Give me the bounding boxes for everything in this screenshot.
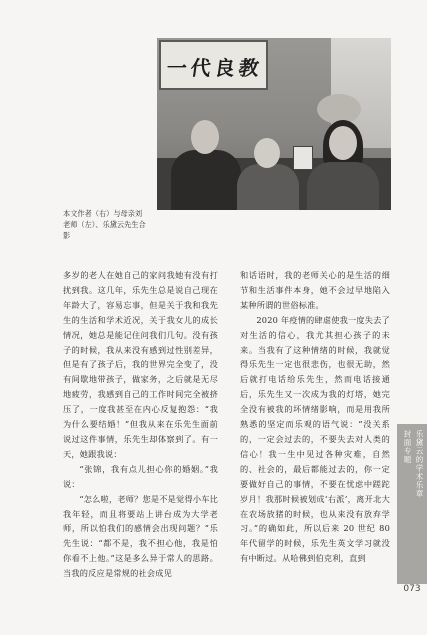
photo-person-right-head [329,126,357,160]
calligraphy-text: 一代良教 [165,56,265,80]
left-paragraph: “怎么啦，老师？您是不是觉得小车比我年轻，而且将要站上讲台成为大学老师，所以怕我们的感情会出现问题？”乐先生说：“都不是，我不担心他，我是怕你看不上他。”这是多么异于常人的思路。当我的反应是常规的社会成见 [63,493,218,579]
section-subtitle: 乐黛云的学术乐章 [415,430,424,498]
photo-person-right [307,162,379,210]
photo-person-left-head [191,120,219,154]
page-number: 073 [403,584,421,594]
left-paragraph: 多岁的老人在她自己的家问我她有没有打扰到我。这几年，乐先生总是说自己现在年龄大了，容易忘事，但是关于我和我先生的生活和学术近况，关于我女儿的成长情况，她总是能记住问我们几句。没有孩子的时候，我从来没有感到过性别差异，但是有了孩子后，我的世界完全变了，没有间歇地带孩子，做家务，之后就是无尽地疲劳，我感到自己的工作时间完全被挤压了，一度我甚至在内心反复抱怨：“我为什么要结婚！”但我从来在乐先生面前说过这件事情，乐先生却体察到了。有一天，她跟我说： [63,270,218,459]
right-paragraph: 2020 年疫情的肆虐使我一度失去了对生活的信心，我尤其担心孩子的未来。当我有了这种情绪的时候，我就觉得乐先生一定也很悲伤，也很无助，然后就打电话给乐先生，然而电话接通后，乐先生又一次成为我的灯塔，她完全没有被我的坏情绪影响，而是用我所熟悉的坚定而乐观的语气说：“没关系的，一定会过去的，不要失去对人类的信心！我一生中见过各种灾难，自然的、社会的，最后都能过去的，你一定要做好自己的事情，不要在忧虑中蹉跎岁月！我那时候被划成‘右派’，离开北大在农场放猪的时候，也从来没有放弃学习。”的确如此，所以后来 20 世纪 80 年代留学的时候，乐先生英文学习就没有中断过。从哈佛到伯克利，直到 [240,314,390,564]
calligraphy-scroll [159,40,268,90]
left-paragraph: “张锦，我有点儿担心你的婚姻。”我说： [63,463,218,489]
section-side-tab [397,424,427,584]
right-paragraph: 和话语时，我的老师关心的是生活的细节和生活事件本身，她不会过早地陷入某种所谓的世俗标准。 [240,270,390,310]
section-label: 封面专题 [403,430,412,464]
photo-person-left [171,150,241,210]
photo-person-middle-head [254,138,280,168]
right-column [240,268,390,566]
left-column [63,268,218,581]
author-photo [157,38,391,210]
photo-picture-frame [293,146,313,170]
photo-person-middle [237,164,299,210]
photo-caption: 本文作者（右）与母亲刘老师（左）、乐黛云先生合影 [63,209,146,240]
